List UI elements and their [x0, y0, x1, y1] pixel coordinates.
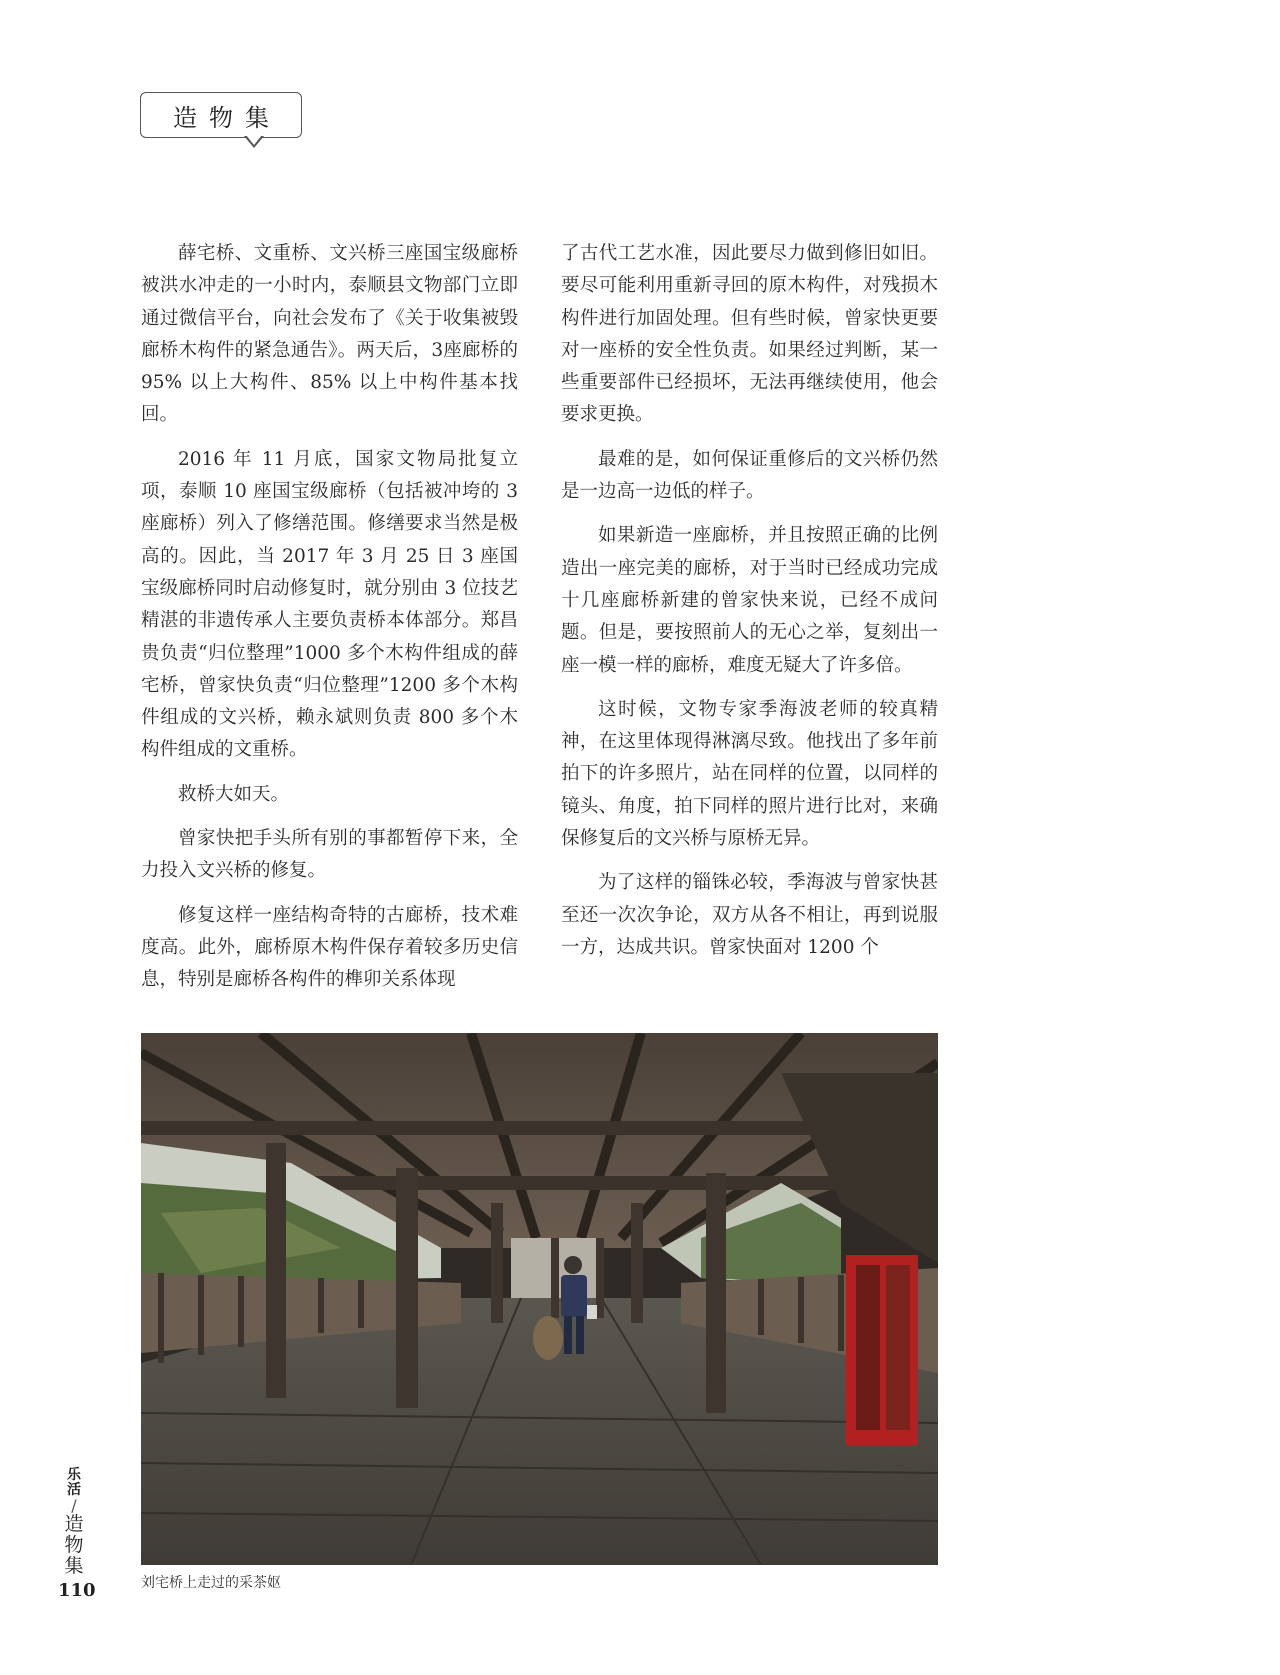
section-tag-label: 造物集: [173, 103, 281, 132]
article-paragraph: 修复这样一座结构奇特的古廊桥，技术难度高。此外，廊桥原木构件保存着较多历史信息，特别是廊桥各构件的榫卯关系体现: [141, 904, 518, 991]
article-paragraph: 如果新造一座廊桥，并且按照正确的比例造出一座完美的廊桥，对于当时已经成功完成十几座廊桥新建的曾家快来说，已经不成问题。但是，要按照前人的无心之举，复刻出一座一模一样的廊桥，难度无疑大了许多倍。: [561, 525, 938, 676]
brand-top: 乐活: [67, 1467, 81, 1498]
magazine-brand: [62, 1468, 86, 1577]
photo-caption: 刘宅桥上走过的采茶妪: [141, 1575, 281, 1591]
article-paragraph: 救桥大如天。: [178, 783, 290, 805]
page-number: 110: [58, 1580, 96, 1601]
article-paragraph: 曾家快把手头所有别的事都暂停下来，全力投入文兴桥的修复。: [141, 828, 518, 882]
article-paragraph: 2016 年 11 月底，国家文物局批复立项，泰顺 10 座国宝级廊桥（包括被冲垮的 3 座廊桥）列入了修缮范围。修缮要求当然是极高的。因此，当 2017 年 3 月 25 日 3 座国宝级廊桥同时启动修复时，就分别由 3 位技艺精湛的非遗传承人主要负责桥本体部分。郑昌贵负责“归位整理”1000 多个木构件组成的薛宅桥，曾家快负责“归位整理”1200 多个木构件组成的文兴桥，赖永斌则负责 800 多个木构件组成的文重桥。: [141, 448, 518, 761]
article-paragraph: 为了这样的锱铢必较，季海波与曾家快甚至还一次次争论，双方从各不相让，再到说服一方，达成共识。曾家快面对 1200 个: [561, 872, 938, 958]
section-tag-pointer: [244, 136, 264, 148]
article-left-column: [141, 238, 518, 1009]
brand-bottom: 造物集: [64, 1513, 84, 1577]
article-paragraph: 这时候，文物专家季海波老师的较真精神，在这里体现得淋漓尽致。他找出了多年前拍下的许多照片，站在同样的位置，以同样的镜头、角度，拍下同样的照片进行比对，来确保修复后的文兴桥与原桥无异。: [561, 698, 938, 850]
article-paragraph: 薛宅桥、文重桥、文兴桥三座国宝级廊桥被洪水冲走的一小时内，泰顺县文物部门立即通过微信平台，向社会发布了《关于收集被毁廊桥木构件的紧急通告》。两天后，3座廊桥的 95% 以上大构件、85% 以上中构件基本找回。: [141, 243, 518, 426]
article-right-column: [561, 238, 938, 976]
brand-slash: /: [71, 1496, 77, 1515]
article-paragraph: 最难的是，如何保证重修后的文兴桥仍然是一边高一边低的样子。: [561, 448, 938, 503]
section-tag: [140, 92, 302, 138]
covered-bridge-photo: [141, 1033, 938, 1565]
article-paragraph-continuation: 了古代工艺水准，因此要尽力做到修旧如旧。要尽可能利用重新寻回的原木构件，对残损木构件进行加固处理。但有些时候，曾家快更要对一座桥的安全性负责。如果经过判断，某一些重要部件已经损坏，无法再继续使用，他会要求更换。: [561, 243, 938, 426]
